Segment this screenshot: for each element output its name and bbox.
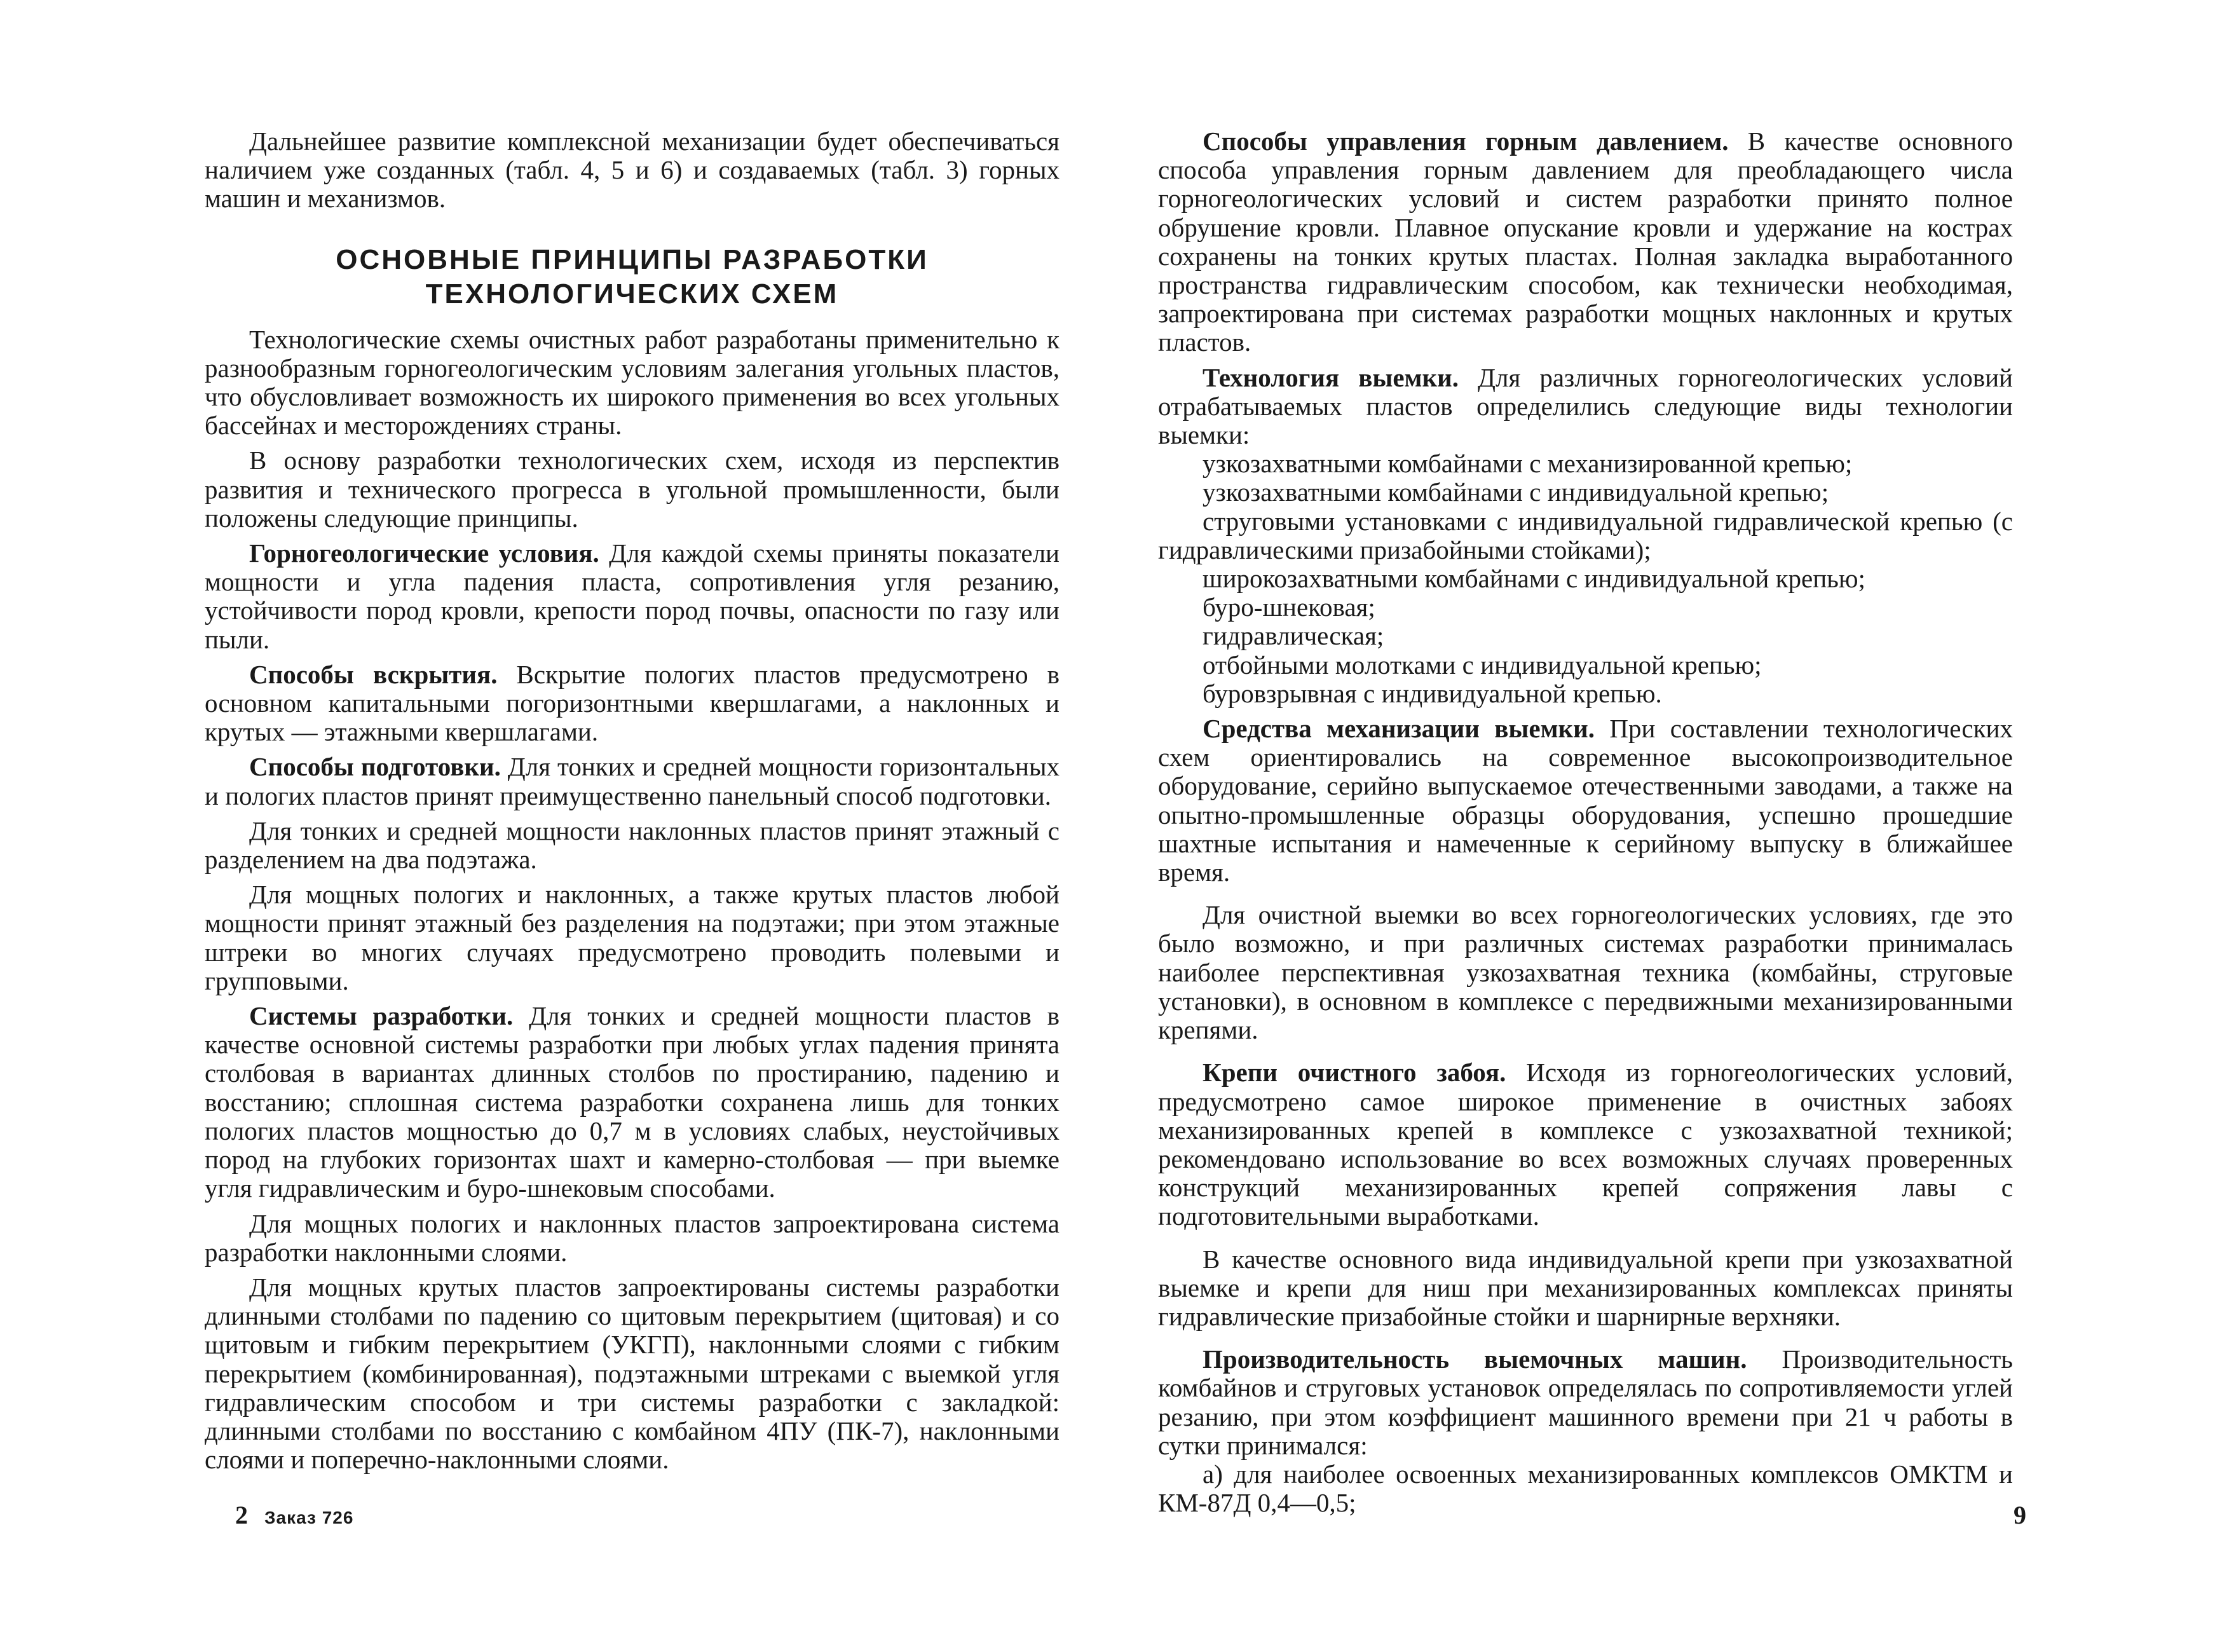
paragraph: Для мощных крутых пластов запроектированы системы разработки длинными столбами по падению со щитовым перекрытием (щитовая) и со щитовым и гибким перекрытием (УКГП), наклонными слоями с гибким перекрытием (комбинированная), подэтажными штреками с выемкой угля гидравлическим способом и три системы разработки с закладкой: длинными столбами по восстанию с комбайном 4ПУ (ПК-7), наклонными слоями и поперечно-наклонными слоями. [205, 1272, 1060, 1475]
paragraph [1158, 1345, 2013, 1460]
right-page [1158, 127, 2013, 1517]
run-in-heading: Способы управления горным давлением. [1203, 126, 1729, 156]
run-in-heading: Производительность выемочных машин. [1203, 1344, 1747, 1374]
run-in-heading: Системы разработки. [249, 1001, 514, 1031]
list-item: широкозахватными комбайнами с индивидуальной крепью; [1203, 564, 1865, 594]
paragraph: Технологические схемы очистных работ разработаны применительно к разнообразным горногеологическим условиям залегания угольных пластов, что обусловливает возможность их широкого применения во всех угольных бассейнах и месторождениях страны. [205, 324, 1060, 440]
page-number: 9 [2014, 1501, 2026, 1529]
heading-line-1: ОСНОВНЫЕ ПРИНЦИПЫ РАЗРАБОТКИ [336, 243, 929, 275]
paragraph [1158, 127, 2013, 357]
paragraph: В качестве основного вида индивидуальной крепи при узкозахватной выемке и крепи для ниш при механизированных комплексах приняты гидравлические призабойные стойки и шарнирные верхняки. [1158, 1244, 2013, 1331]
paragraph-text: При составлении технологических схем ориентировались на современное высокопроизводительное оборудование, серийно выпускаемое отечественными заводами, а также на опытно-промышленные образцы оборудования, успешно прошедшие шахтные испытания и намеченные к серийному выпуску в ближайшее время. [1158, 714, 2013, 887]
paragraph: Для очистной выемки во всех горногеологических условиях, где это было возможно, и при различных системах разработки принималась наиболее перспективная узкозахватная техника (комбайны, струговые установки), в основном в комплексе с передвижными механизированными крепями. [1158, 900, 2013, 1045]
intro-paragraph: Дальнейшее развитие комплексной механизации будет обеспечиваться наличием уже созданных (табл. 4, 5 и 6) и создаваемых (табл. 3) горных машин и механизмов. [205, 126, 1060, 214]
paragraph: В основу разработки технологических схем, исходя из перспектив развития и технического прогресса в угольной промышленности, были положены следующие принципы. [205, 446, 1060, 533]
list-item: узкозахватными комбайнами с индивидуальной крепью; [1203, 477, 1829, 507]
paragraph-text: Для тонких и средней мощности пластов в качестве основной системы разработки при любых углах падения принята столбовая в вариантах длинных столбов по простиранию, падению и восстанию; сплошная система разработки сохранена лишь для тонких пологих пластов мощностью до 0,7 м в условиях слабых, неустойчивых пород на глубоких горизонтах шахт и камерно-столбовая — при выемке угля гидравлическим и буро-шнековым способами. [205, 1001, 1060, 1203]
list-item: гидравлическая; [1203, 621, 1384, 651]
list-item: узкозахватными комбайнами с механизированной крепью; [1203, 449, 1853, 479]
paragraph [1158, 1058, 2013, 1231]
run-in-heading: Способы подготовки. [249, 752, 501, 782]
left-page [205, 127, 1060, 1474]
paragraph: Для тонких и средней мощности наклонных пластов принят этажный с разделением на два подэтажа. [205, 816, 1060, 875]
paragraph-text: Производительность комбайнов и струговых установок определялась по сопротивляемости углей резанию, при этом коэффициент машинного времени при 21 ч работы в сутки принимался: [1158, 1344, 2013, 1460]
paragraph: а) для наиболее освоенных механизированных комплексов ОМКТМ и КМ-87Д 0,4—0,5; [1158, 1459, 2013, 1518]
run-in-heading: Технология выемки. [1203, 362, 1459, 392]
list-item: буро-шнековая; [1203, 592, 1375, 622]
paragraph [205, 660, 1060, 747]
left-page-footer [235, 1500, 353, 1530]
heading-line-2: ТЕХНОЛОГИЧЕСКИХ СХЕМ [425, 278, 839, 310]
section-heading [205, 243, 1060, 311]
run-in-heading: Средства механизации выемки. [1203, 714, 1595, 744]
list-item: отбойными молотками с индивидуальной крепью; [1203, 650, 1762, 679]
paragraph [205, 539, 1060, 654]
list-item: струговыми установками с индивидуальной гидравлической крепью (с гидравлическими призабойными стойками); [1158, 506, 2013, 564]
paragraph [1158, 364, 2013, 450]
extraction-methods-list [1158, 449, 2013, 708]
right-page-footer [2014, 1500, 2026, 1530]
run-in-heading: Крепи очистного забоя. [1203, 1058, 1506, 1088]
paragraph: Для мощных пологих и наклонных пластов запроектирована система разработки наклонными слоями. [205, 1208, 1060, 1267]
list-item: буровзрывная с индивидуальной крепью. [1203, 678, 1662, 708]
paragraph [1158, 714, 2013, 887]
print-order-mark: Заказ 726 [264, 1508, 354, 1527]
paragraph-text: Вскрытие пологих пластов предусмотрено в основном капитальными погоризонтными квершлагами, а наклонных и крутых — этажными квершлагами. [205, 659, 1060, 747]
paragraph-text: Для каждой схемы приняты показатели мощности и угла падения пласта, сопротивления угля резанию, устойчивости пород кровли, крепости пород почвы, опасности по газу или пыли. [205, 538, 1060, 654]
paragraph-text: Исходя из горногеологических условий, предусмотрено самое широкое применение в очистных забоях механизированных крепей в комплексе с узкозахватной техникой; рекомендовано использование во всех возможных случаях проверенных конструкций механизированных крепей сопряжения лавы с подготовительными выработками. [1158, 1058, 2013, 1231]
paragraph [205, 753, 1060, 810]
run-in-heading: Горногеологические условия. [249, 538, 599, 568]
paragraph-text: В качестве основного способа управления горным давлением для преобладающего числа горногеологических условий и систем разработки принято полное обрушение кровли. Плавное опускание кровли и удержание на кострах сохранены на тонких крутых пластах. Полная закладка выработанного пространства гидравлическим способом, как технически необходимая, запроектирована при системах разработки мощных наклонных и крутых пластов. [1158, 126, 2014, 357]
paragraph: Для мощных пологих и наклонных, а также крутых пластов любой мощности принят этажный без разделения на подэтажи; при этом этажные штреки во многих случаях предусмотрено проводить полевыми и групповыми. [205, 880, 1060, 995]
paragraph-text: Для тонких и средней мощности горизонтальных и пологих пластов принят преимущественно панельный способ подготовки. [205, 752, 1060, 810]
paragraph [205, 1002, 1060, 1203]
paragraph-text: Для различных горногеологических условий отрабатываемых пластов определились следующие виды технологии выемки: [1158, 362, 2013, 450]
page-number: 2 [235, 1501, 248, 1529]
run-in-heading: Способы вскрытия. [249, 659, 498, 689]
